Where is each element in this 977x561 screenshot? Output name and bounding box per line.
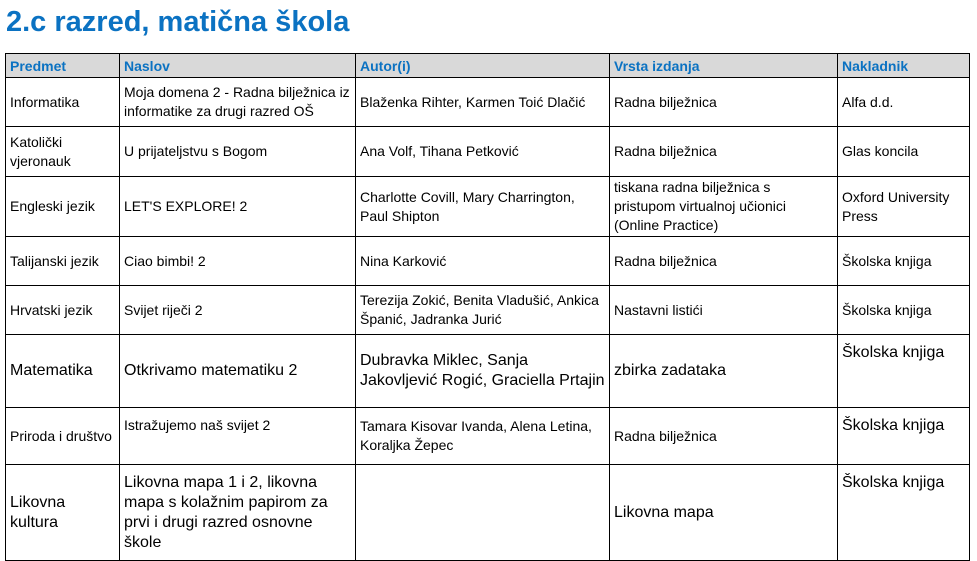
- cell-predmet: Matematika: [6, 335, 120, 408]
- cell-naslov: Likovna mapa 1 i 2, likovna mapa s kolažnim papirom za prvi i drugi razred osnovne škole: [120, 465, 356, 561]
- cell-nakladnik: Školska knjiga: [838, 286, 970, 335]
- table-row: [6, 237, 970, 286]
- cell-autori: Terezija Zokić, Benita Vladušić, Ankica Španić, Jadranka Jurić: [356, 286, 610, 335]
- cell-vrsta-izdanja: Radna bilježnica: [610, 78, 838, 127]
- cell-naslov: LET'S EXPLORE! 2: [120, 177, 356, 237]
- cell-predmet: Engleski jezik: [6, 177, 120, 237]
- cell-predmet: Talijanski jezik: [6, 237, 120, 286]
- table-row: [6, 286, 970, 335]
- page-title: 2.c razred, matična škola: [6, 6, 350, 38]
- cell-vrsta-izdanja: Likovna mapa: [610, 465, 838, 561]
- cell-autori: [356, 465, 610, 561]
- cell-predmet: Hrvatski jezik: [6, 286, 120, 335]
- table-row: [6, 78, 970, 127]
- cell-naslov: Moja domena 2 - Radna bilježnica iz informatike za drugi razred OŠ: [120, 78, 356, 127]
- table-row: [6, 408, 970, 465]
- cell-naslov: U prijateljstvu s Bogom: [120, 127, 356, 177]
- cell-predmet: Katolički vjeronauk: [6, 127, 120, 177]
- textbook-table: [5, 53, 970, 561]
- column-header-predmet: Predmet: [6, 54, 120, 78]
- cell-nakladnik: Školska knjiga: [838, 465, 970, 561]
- table-row: [6, 465, 970, 561]
- table-row: [6, 127, 970, 177]
- cell-autori: Nina Karković: [356, 237, 610, 286]
- cell-autori: Tamara Kisovar Ivanda, Alena Letina, Koraljka Žepec: [356, 408, 610, 465]
- cell-predmet: Priroda i društvo: [6, 408, 120, 465]
- cell-autori: Blaženka Rihter, Karmen Toić Dlačić: [356, 78, 610, 127]
- cell-vrsta-izdanja: Nastavni listići: [610, 286, 838, 335]
- cell-predmet: Likovna kultura: [6, 465, 120, 561]
- cell-vrsta-izdanja: zbirka zadataka: [610, 335, 838, 408]
- cell-naslov: Svijet riječi 2: [120, 286, 356, 335]
- cell-autori: Ana Volf, Tihana Petković: [356, 127, 610, 177]
- column-header-nakladnik: Nakladnik: [838, 54, 970, 78]
- column-header-autori: Autor(i): [356, 54, 610, 78]
- cell-nakladnik: Školska knjiga: [838, 408, 970, 465]
- cell-naslov: Otkrivamo matematiku 2: [120, 335, 356, 408]
- cell-vrsta-izdanja: Radna bilježnica: [610, 408, 838, 465]
- column-header-naslov: Naslov: [120, 54, 356, 78]
- cell-autori: Dubravka Miklec, Sanja Jakovljević Rogić, Graciella Prtajin: [356, 335, 610, 408]
- cell-vrsta-izdanja: Radna bilježnica: [610, 237, 838, 286]
- cell-nakladnik: Glas koncila: [838, 127, 970, 177]
- cell-autori: Charlotte Covill, Mary Charrington, Paul Shipton: [356, 177, 610, 237]
- table-row: [6, 177, 970, 237]
- cell-nakladnik: Oxford University Press: [838, 177, 970, 237]
- cell-nakladnik: Školska knjiga: [838, 237, 970, 286]
- table-row: [6, 335, 970, 408]
- cell-vrsta-izdanja: Radna bilježnica: [610, 127, 838, 177]
- cell-nakladnik: Alfa d.d.: [838, 78, 970, 127]
- cell-predmet: Informatika: [6, 78, 120, 127]
- table-header-row: [6, 54, 970, 78]
- cell-nakladnik: Školska knjiga: [838, 335, 970, 408]
- cell-naslov: Istražujemo naš svijet 2: [120, 408, 356, 465]
- cell-vrsta-izdanja: tiskana radna bilježnica s pristupom virtualnoj učionici (Online Practice): [610, 177, 838, 237]
- column-header-vrsta-izdanja: Vrsta izdanja: [610, 54, 838, 78]
- cell-naslov: Ciao bimbi! 2: [120, 237, 356, 286]
